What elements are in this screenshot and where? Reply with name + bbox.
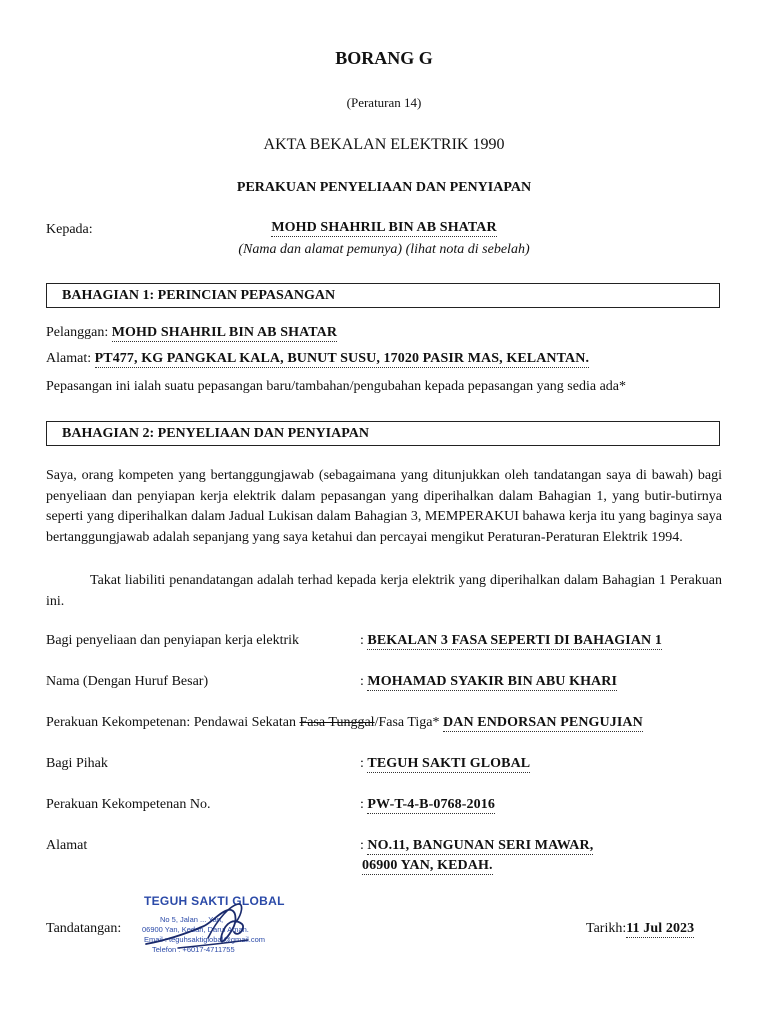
declaration-paragraph: Saya, orang kompeten yang bertanggungjawab (sebagaimana yang ditunjukkan oleh tandatangan saya di bawah) bagi penyeliaan dan penyiapan kerja elektrik dalam pepasangan yang diperihalkan dalam Bahagian 1, yang butir-butirnya seperti yang diperihalkan dalam Jadual Lukisan dalam Bahagian 3, MEMPERAKUI bahawa kerja itu yang baginya saya bertanggungjawab adalah sepanjang yang saya ketahui dan percayai mengikut Peraturan-Peraturan Elektrik 1994. — [46, 468, 722, 545]
work-label: Bagi penyeliaan dan penyiapan kerja elektrik — [46, 633, 300, 648]
signature-label: Tandatangan: — [46, 921, 122, 936]
cert-no-label: Perakuan Kekompetenan No. — [46, 797, 211, 812]
name-value: MOHAMAD SYAKIR BIN ABU KHARI — [367, 674, 618, 689]
address-row — [46, 351, 589, 367]
name-colon: : — [360, 674, 364, 689]
customer-row — [46, 325, 337, 341]
liability-paragraph: Takat liabiliti penandatangan adalah terhad kepada kerja elektrik yang diperihalkan dalam Bahagian 1 Perakuan ini. — [46, 573, 722, 609]
stamp-line4: Telefon : +6017-4711755 — [152, 945, 235, 954]
party-row — [360, 756, 530, 772]
work-row — [360, 633, 662, 649]
company-stamp — [138, 888, 298, 968]
party-colon: : — [360, 756, 364, 771]
handwritten-signature — [138, 888, 298, 968]
date-label: Tarikh: — [586, 921, 627, 936]
installation-note: Pepasangan ini ialah suatu pepasangan baru/tambahan/pengubahan kepada pepasangan yang sedia ada* — [46, 379, 627, 394]
address-label: Alamat: — [46, 351, 92, 366]
fields-address-colon: : — [360, 838, 364, 853]
cert-no-row — [360, 797, 495, 813]
recipient-note: (Nama dan alamat pemunya) (lihat nota di sebelah) — [238, 242, 530, 257]
customer-label: Pelanggan: — [46, 325, 109, 340]
name-label: Nama (Dengan Huruf Besar) — [46, 674, 209, 689]
recipient-name: MOHD SHAHRIL BIN AB SHATAR — [271, 220, 497, 235]
competency-label-post: /Fasa Tiga* — [374, 715, 440, 730]
name-row — [360, 674, 617, 690]
address-value: PT477, KG PANGKAL KALA, BUNUT SUSU, 17020 PASIR MAS, KELANTAN. — [94, 351, 590, 366]
certificate-title: PERAKUAN PENYELIAAN DAN PENYIAPAN — [236, 180, 532, 195]
stamp-line2: 06900 Yan, Kedah, Darul Aman. — [142, 925, 249, 934]
section1-heading: BAHAGIAN 1: PERINCIAN PEPASANGAN — [46, 283, 720, 308]
date-value: 11 Jul 2023 — [626, 921, 695, 936]
act-title: AKTA BEKALAN ELEKTRIK 1990 — [263, 136, 505, 153]
recipient-label: Kepada: — [46, 222, 93, 237]
fields-address-row — [360, 838, 593, 854]
date-row — [586, 921, 694, 937]
competency-row — [46, 715, 643, 731]
form-title: BORANG G — [335, 48, 433, 68]
cert-no-value: PW-T-4-B-0768-2016 — [367, 797, 495, 812]
fields-address-line2: 06900 YAN, KEDAH. — [362, 858, 493, 873]
competency-label-pre: Perakuan Kekompetenan: Pendawai Sekatan — [46, 715, 300, 730]
fields-address-line2-wrap — [362, 858, 493, 874]
competency-label-struck: Fasa Tunggal — [299, 715, 375, 730]
stamp-line1: No 5, Jalan ... Yan, — [160, 915, 224, 924]
fields-address-line1: NO.11, BANGUNAN SERI MAWAR, — [367, 838, 594, 853]
work-value: BEKALAN 3 FASA SEPERTI DI BAHAGIAN 1 — [367, 633, 662, 648]
cert-no-colon: : — [360, 797, 364, 812]
party-label: Bagi Pihak — [46, 756, 108, 771]
section2-heading: BAHAGIAN 2: PENYELIAAN DAN PENYIAPAN — [46, 421, 720, 446]
competency-value: DAN ENDORSAN PENGUJIAN — [443, 715, 643, 730]
recipient-name-wrap — [0, 220, 768, 236]
party-value: TEGUH SAKTI GLOBAL — [367, 756, 531, 771]
regulation-reference: (Peraturan 14) — [346, 95, 422, 110]
customer-value: MOHD SHAHRIL BIN AB SHATAR — [111, 325, 338, 340]
fields-address-label: Alamat — [46, 838, 88, 853]
stamp-line3: Email : teguhsaktiglobal@gmail.com — [144, 935, 265, 944]
stamp-company: TEGUH SAKTI GLOBAL — [144, 894, 285, 908]
work-colon: : — [360, 633, 364, 648]
